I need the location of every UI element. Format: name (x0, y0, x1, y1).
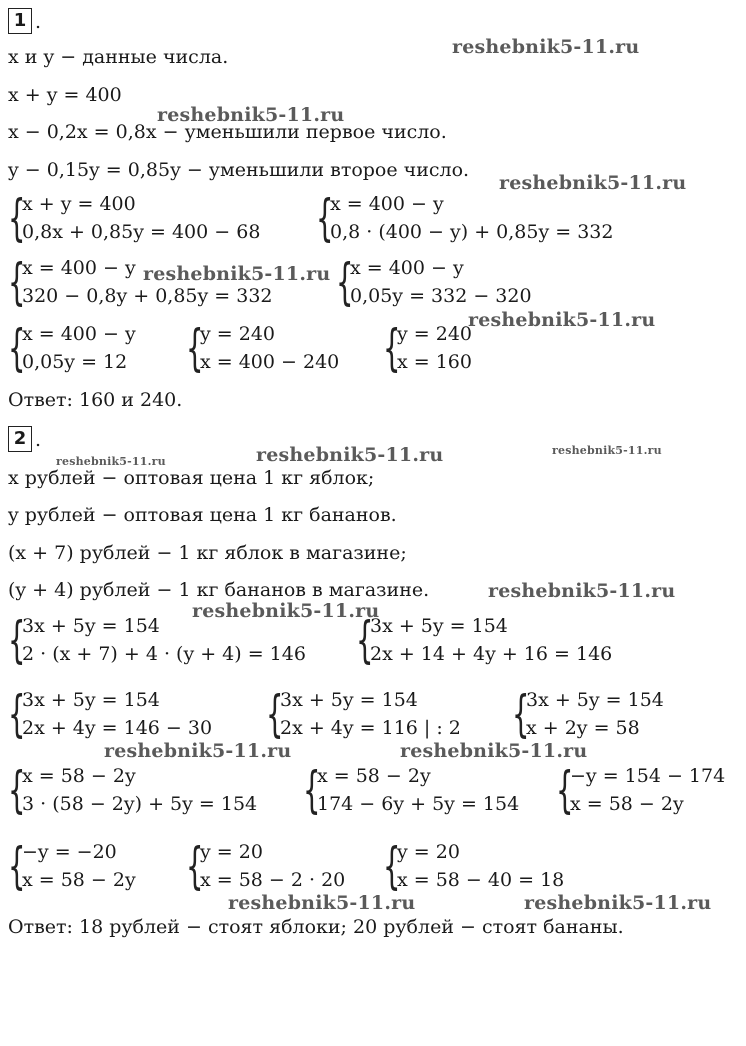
watermark: reshebnik5-11.ru (143, 263, 331, 285)
watermark: reshebnik5-11.ru (488, 580, 676, 602)
brace-icon: { (336, 253, 354, 311)
system-equation: y = 240 (200, 323, 275, 345)
system-equation: x = 58 − 2y (317, 765, 431, 787)
system-equation: x + 2y = 58 (526, 717, 640, 739)
watermark: reshebnik5-11.ru (228, 892, 416, 914)
problem-2-answer: Ответ: 18 рублей − стоят яблоки; 20 рублей − стоят бананы. (8, 916, 624, 938)
system-equation: x = 400 − y (350, 257, 464, 279)
problem-2-line-3: (x + 7) рублей − 1 кг яблок в магазине; (8, 542, 407, 564)
system-equation: 2x + 4y = 116 | : 2 (280, 717, 461, 739)
system-equation: y = 20 (397, 841, 460, 863)
problem-2-number-dot: . (35, 429, 42, 451)
system-equation: x + y = 400 (22, 193, 136, 215)
system-equation: x = 400 − y (330, 193, 444, 215)
watermark: reshebnik5-11.ru (157, 104, 345, 126)
brace-icon: { (266, 685, 284, 743)
system-equation: 3x + 5y = 154 (22, 689, 160, 711)
watermark: reshebnik5-11.ru (400, 740, 588, 762)
system-equation: 2x + 4y = 146 − 30 (22, 717, 213, 739)
watermark: reshebnik5-11.ru (552, 444, 662, 457)
system-equation: 0,05y = 12 (22, 351, 128, 373)
system-equation: x = 58 − 2 · 20 (200, 869, 346, 891)
problem-1-line-2: x + y = 400 (8, 84, 122, 106)
brace-icon: { (383, 319, 401, 377)
problem-1-number: 1 (8, 8, 32, 34)
system-equation: y = 20 (200, 841, 263, 863)
problem-1-line-1: x и y − данные числа. (8, 46, 229, 68)
system-equation: −y = 154 − 174 (570, 765, 726, 787)
watermark: reshebnik5-11.ru (452, 36, 640, 58)
watermark: reshebnik5-11.ru (104, 740, 292, 762)
problem-1-answer: Ответ: 160 и 240. (8, 389, 183, 411)
brace-icon: { (8, 685, 26, 743)
problem-2-line-1: x рублей − оптовая цена 1 кг яблок; (8, 467, 375, 489)
problem-2-number: 2 (8, 426, 32, 452)
brace-icon: { (512, 685, 530, 743)
system-equation: x = 400 − 240 (200, 351, 340, 373)
watermark: reshebnik5-11.ru (468, 309, 656, 331)
problem-1-line-3: x − 0,2x = 0,8x − уменьшили первое число. (8, 121, 447, 143)
brace-icon: { (8, 611, 26, 669)
brace-icon: { (186, 837, 204, 895)
system-equation: x = 58 − 40 = 18 (397, 869, 565, 891)
system-equation: 3x + 5y = 154 (22, 615, 160, 637)
watermark: reshebnik5-11.ru (192, 600, 380, 622)
brace-icon: { (383, 837, 401, 895)
system-equation: x = 160 (397, 351, 472, 373)
system-equation: 3x + 5y = 154 (526, 689, 664, 711)
brace-icon: { (8, 189, 26, 247)
problem-2-line-4: (y + 4) рублей − 1 кг бананов в магазине. (8, 579, 430, 601)
system-equation: x = 400 − y (22, 257, 136, 279)
brace-icon: { (8, 253, 26, 311)
watermark: reshebnik5-11.ru (256, 444, 444, 466)
system-equation: 0,8 · (400 − y) + 0,85y = 332 (330, 221, 614, 243)
watermark: reshebnik5-11.ru (56, 455, 166, 468)
system-equation: 3 · (58 − 2y) + 5y = 154 (22, 793, 258, 815)
brace-icon: { (8, 319, 26, 377)
problem-1-line-4: y − 0,15y = 0,85y − уменьшили второе число. (8, 159, 470, 181)
system-equation: 3x + 5y = 154 (280, 689, 418, 711)
problem-1-number-dot: . (35, 11, 42, 33)
watermark: reshebnik5-11.ru (524, 892, 712, 914)
system-equation: 2 · (x + 7) + 4 · (y + 4) = 146 (22, 643, 306, 665)
system-equation: 0,05y = 332 − 320 (350, 285, 532, 307)
system-equation: 320 − 0,8y + 0,85y = 332 (22, 285, 273, 307)
system-equation: x = 58 − 2y (22, 765, 136, 787)
brace-icon: { (303, 761, 321, 819)
system-equation: y = 240 (397, 323, 472, 345)
system-equation: −y = −20 (22, 841, 117, 863)
brace-icon: { (8, 837, 26, 895)
system-equation: 0,8x + 0,85y = 400 − 68 (22, 221, 261, 243)
brace-icon: { (186, 319, 204, 377)
system-equation: x = 58 − 2y (22, 869, 136, 891)
brace-icon: { (556, 761, 574, 819)
system-equation: 3x + 5y = 154 (370, 615, 508, 637)
system-equation: 174 − 6y + 5y = 154 (317, 793, 520, 815)
system-equation: x = 58 − 2y (570, 793, 684, 815)
brace-icon: { (316, 189, 334, 247)
problem-2-line-2: y рублей − оптовая цена 1 кг бананов. (8, 504, 397, 526)
system-equation: 2x + 14 + 4y + 16 = 146 (370, 643, 613, 665)
watermark: reshebnik5-11.ru (499, 172, 687, 194)
system-equation: x = 400 − y (22, 323, 136, 345)
brace-icon: { (8, 761, 26, 819)
brace-icon: { (356, 611, 374, 669)
